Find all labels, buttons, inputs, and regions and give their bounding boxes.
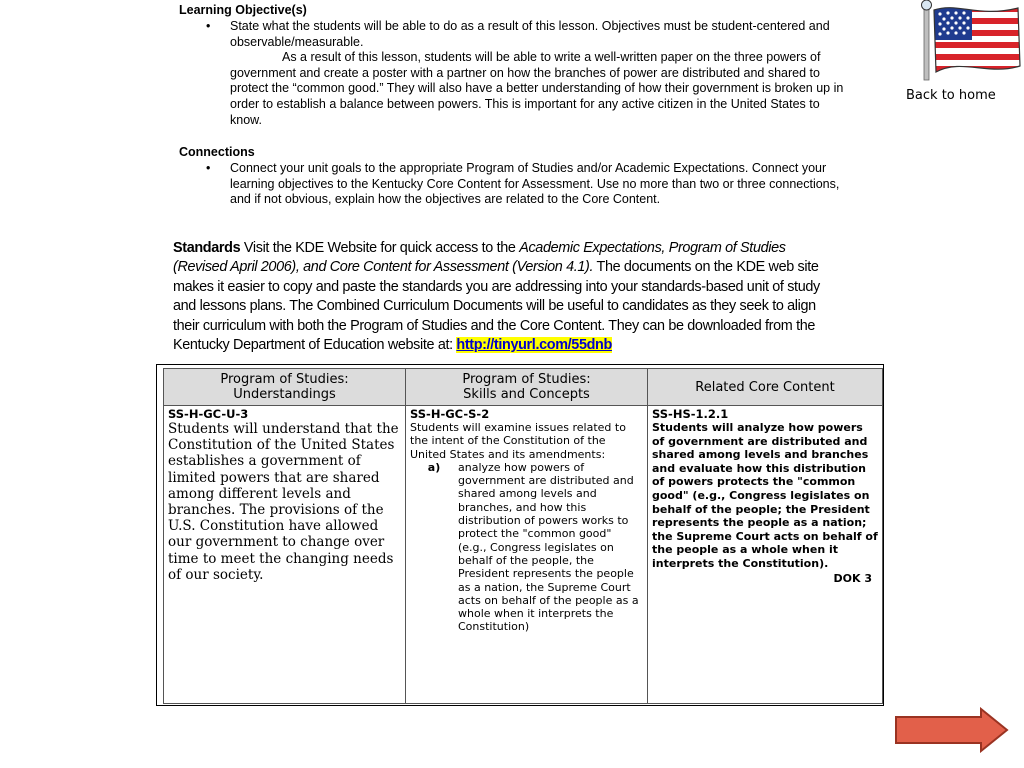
connections-list — [200, 161, 845, 208]
core-content-code: SS-HS-1.2.1 — [652, 407, 729, 421]
header-text: Understandings — [233, 387, 336, 402]
standards-table-image — [156, 364, 884, 706]
learning-objective-title: Learning Objective(s) — [179, 3, 307, 17]
learning-objective-bullet: State what the students will be able to do as a result of this lesson. Objectives must be student-centered and observable/measurable. — [230, 19, 830, 49]
understanding-text: Students will understand that the Constitution of the United States establishes a government of limited powers that are shared among different levels and branches. The provisions of the U.S. Constitution have allowed our government to change over time to meet the changing needs of our society. — [168, 421, 399, 583]
bullet-icon: • — [206, 19, 211, 33]
cell-skills-concepts — [406, 406, 648, 704]
learning-objective-example: As a result of this lesson, students will be able to write a well-written paper on the three powers of government and create a poster with a partner on how the branches of power are distributed and shared to protect the “common good.” They will also have a better understanding of how their government is broken up in order to establish a balance between powers. This is important for any active citizen in the United States to know. — [230, 50, 844, 127]
table-header-row — [164, 369, 883, 406]
list-item — [200, 161, 845, 208]
skills-subitem — [410, 461, 643, 634]
standards-text-1: Visit the KDE Website for quick access to the — [240, 240, 520, 256]
connections-bullet: Connect your unit goals to the appropriate Program of Studies and/or Academic Expectations. Connect your learning objectives to the Kentucky Core Content for Assessment. Use no more than two or three connections, and if not obvious, explain how the objectives are related to the Core Content. — [230, 161, 840, 207]
skills-code: SS-H-GC-S-2 — [410, 407, 490, 421]
cell-understandings — [164, 406, 406, 704]
standards-italic: Academic Expectations, Program of Studies (Revised April 2006), and Core Content for Assessment (Version 4.1). — [173, 240, 786, 276]
header-text: Program of Studies: — [462, 372, 591, 387]
header-skills-concepts — [406, 369, 648, 406]
back-home-label[interactable]: Back to home — [906, 88, 996, 103]
skills-sub-text: analyze how powers of government are distributed and shared among levels and branches, and how this distribution of powers works to protect the "common good" (e.g., Congress legislates on behalf of the people, the President represents the people as a nation, the Supreme Court acts on behalf of the people as a whole when it interprets the Constitution) — [458, 460, 639, 634]
bullet-icon: • — [206, 161, 211, 175]
dok-label: DOK 3 — [833, 571, 872, 585]
skills-sub-label: a) — [427, 460, 441, 474]
header-text: Program of Studies: — [220, 372, 349, 387]
list-item — [200, 19, 845, 128]
right-arrow-icon[interactable] — [893, 707, 1011, 753]
core-content-text: Students will analyze how powers of government are distributed and shared among levels and branches and evaluate how this distribution of powers protects the "common good" (e.g., Congress legislates on behalf of the people; the President represents the people as a nation; the Supreme Court acts on behalf of the people as a whole when it interprets the Constitution). — [652, 421, 878, 570]
header-related-core-content: Related Core Content — [648, 369, 883, 406]
header-understandings — [164, 369, 406, 406]
standards-table — [163, 368, 883, 704]
standards-paragraph — [173, 239, 843, 355]
next-slide-button[interactable] — [893, 707, 1011, 753]
cell-related-core-content — [648, 406, 883, 704]
standards-lead: Standards — [173, 240, 241, 256]
table-row — [164, 406, 883, 704]
standards-text-2: The documents on the KDE web site makes it easier to copy and paste the standards you are addressing into your standards-based unit of study and lessons plans. The Combined Curriculum Documents will be useful to candidates as they seek to align their curriculum with both the Program of Studies and the Core Content. They can be downloaded from the Kentucky Department of Education website at: — [173, 259, 820, 354]
connections-title: Connections — [179, 145, 255, 159]
header-text: Skills and Concepts — [463, 387, 590, 402]
us-flag-icon[interactable] — [918, 0, 1024, 84]
kde-link[interactable]: http://tinyurl.com/55dnb — [456, 337, 612, 354]
skills-text: Students will examine issues related to the intent of the Constitution of the United States and its amendments: — [410, 421, 626, 461]
understanding-code: SS-H-GC-U-3 — [168, 407, 249, 421]
learning-objective-list — [200, 19, 845, 128]
